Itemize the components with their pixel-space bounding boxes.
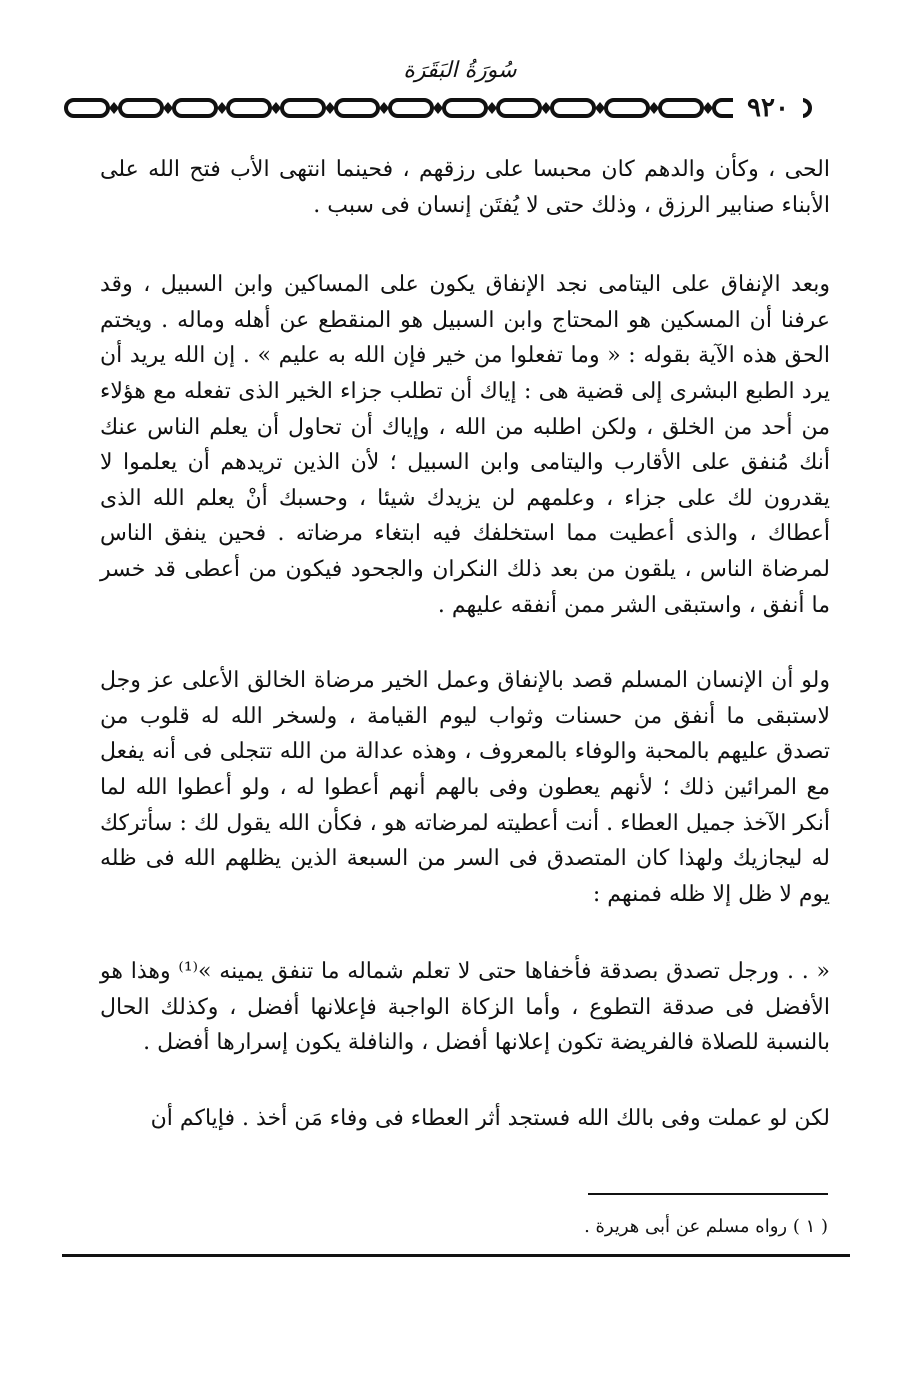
diamond-ornament (271, 102, 281, 114)
ornamental-border (60, 90, 850, 126)
chain-link (336, 100, 378, 116)
diamond-ornament (109, 102, 119, 114)
diamond-ornament (379, 102, 389, 114)
surah-title: سُورَةُ البَقَرَة (403, 58, 517, 83)
chain-link (444, 100, 486, 116)
body-text (100, 152, 830, 1137)
chain-link (606, 100, 648, 116)
chain-link (282, 100, 324, 116)
diamond-ornament (487, 102, 497, 114)
diamond-ornament (217, 102, 227, 114)
chain-link (66, 100, 108, 116)
paragraph-1: الحى ، وكأن والدهم كان محبسا على رزقهم ، فحينما انتهى الأب فتح الله على الأبناء صنابير الرزق ، وذلك حتى لا يُفتَن إنسان فى سبب . (100, 157, 830, 218)
chain-ornament (60, 90, 850, 126)
diamond-ornament (163, 102, 173, 114)
chain-link (498, 100, 540, 116)
diamond-ornament (325, 102, 335, 114)
diamond-ornament (703, 102, 713, 114)
chain-link (390, 100, 432, 116)
chain-link (228, 100, 270, 116)
paragraph-5: لكن لو عملت وفى بالك الله فستجد أثر العطاء فى وفاء مَن أخذ . فإياكم أن (150, 1106, 830, 1132)
paragraph-2: وبعد الإنفاق على اليتامى نجد الإنفاق يكون على المساكين وابن السبيل ، وقد عرفنا أن المسكين هو المحتاج وابن السبيل هو المنقطع عن أهله وماله . ويختم الحق هذه الآية بقوله : « وما تفعلوا من خير فإن الله به عليم » . إن الله يريد أن يرد الطبع البشرى إلى قضية هى : إياك أن تطلب جزاء الخير الذى تفعله مع هؤلاء من أحد من الخلق ، ولكن اطلبه من الله ، وإياك أن تحاول أن يعلم الناس عنك أنك مُنفق على الأقارب واليتامى وابن السبيل ؛ لأن الذين تريدهم أن يعلموا لا يقدرون لك على جزاء ، وعلمهم لن يزيدك شيئا ، وحسبك أنْ يعلم الله الذى أعطاك ، والذى أعطيت مما استخلفك فيه ابتغاء مرضاته . فحين ينفق الناس لمرضاة الناس ، يلقون من بعد ذلك النكران والجحود فيكون من أعطى قد خسر ما أنفق ، واستبقى الشر ممن أنفقه عليهم . (100, 272, 830, 618)
paragraph-4: « . . ورجل تصدق بصدقة فأخفاها حتى لا تعلم شماله ما تنفق يمينه »⁽¹⁾ وهذا هو الأفضل فى صدقة التطوع ، وأما الزكاة الواجبة فإعلانها أفضل ، وكذلك الحال بالنسبة للصلاة فالفريضة تكون إعلانها أفضل ، والنافلة يكون إسرارها أفضل . (100, 959, 830, 1056)
chain-link (120, 100, 162, 116)
bottom-rule (62, 1254, 850, 1257)
paragraph-3: ولو أن الإنسان المسلم قصد بالإنفاق وعمل الخير مرضاة الخالق الأعلى عز وجل لاستبقى ما أنفق من حسنات وثواب ليوم القيامة ، ولسخر الله له قلوب من تصدق عليهم بالمحبة والوفاء بالمعروف ، وهذه عدالة من الله تتجلى فى أنه يفعل مع المرائين ذلك ؛ لأنهم يعطون وفى بالهم أنهم أعطوا له ، ولو أعطوا الله لما أنكر الآخذ جميل العطاء . أنت أعطيته لمرضاته هو ، فكأن الله يقول لك : سأتركك له ليجازيك ولهذا كان المتصدق فى السر من السبعة الذين يظلهم الله فى ظله يوم لا ظل إلا ظله فمنهم : (100, 668, 830, 907)
chain-link (552, 100, 594, 116)
diamond-ornament (433, 102, 443, 114)
chain-link (174, 100, 216, 116)
footnote-divider (588, 1193, 828, 1195)
chain-link (660, 100, 702, 116)
diamond-ornament (541, 102, 551, 114)
diamond-ornament (595, 102, 605, 114)
diamond-ornament (649, 102, 659, 114)
page-number: ٩٢٠ (733, 90, 803, 126)
footnote: ( ١ ) رواه مسلم عن أبى هريرة . (584, 1216, 828, 1237)
